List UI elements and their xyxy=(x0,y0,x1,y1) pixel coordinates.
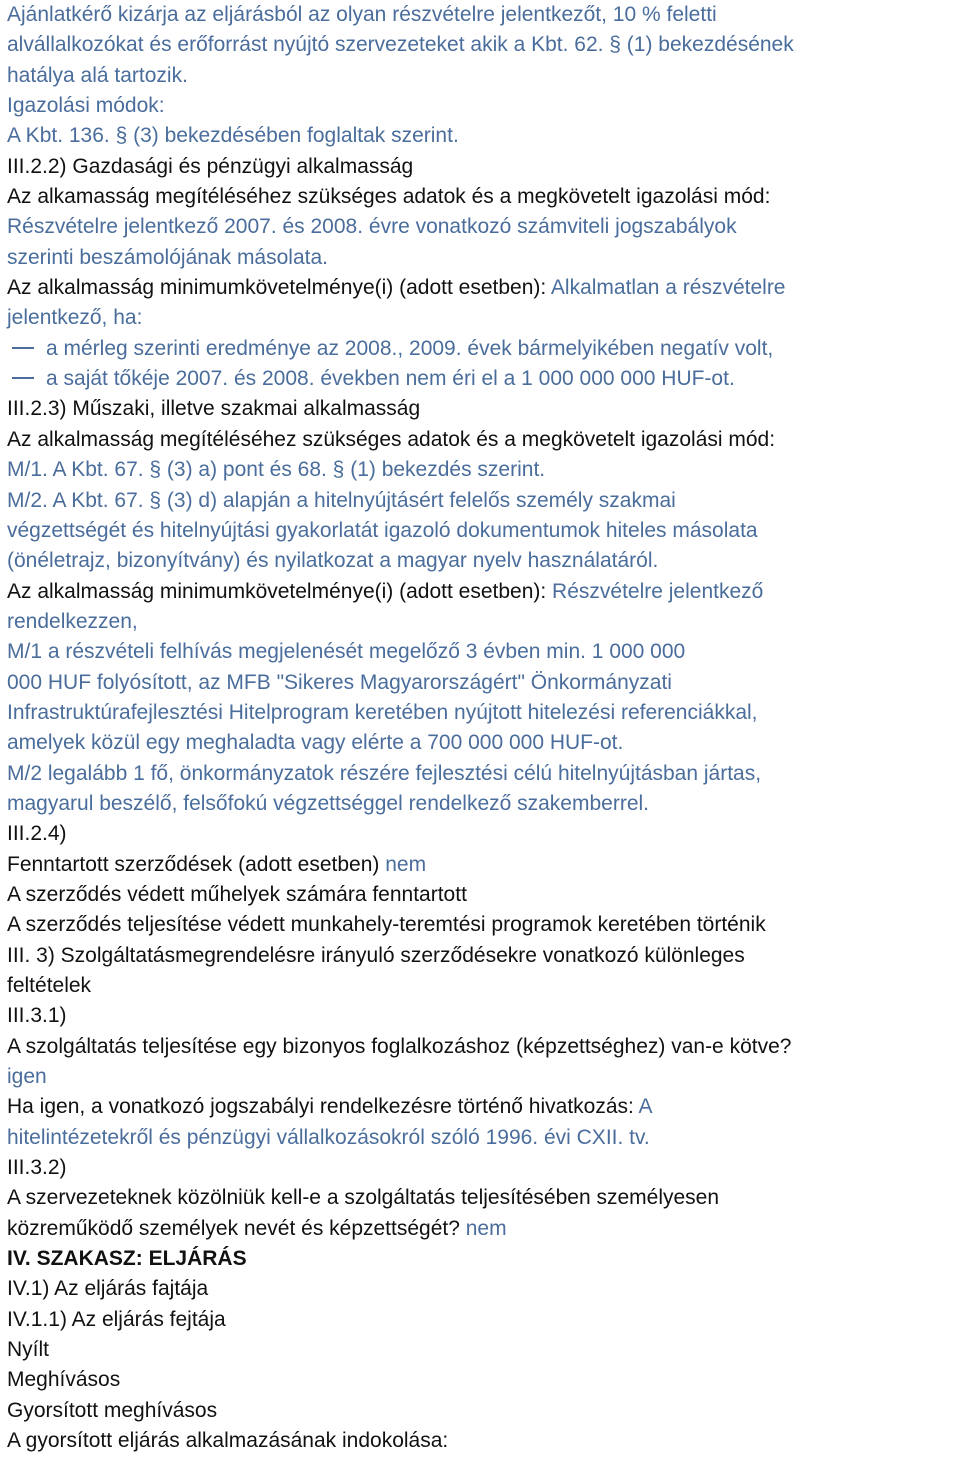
text-line xyxy=(7,577,960,607)
text-line xyxy=(7,425,960,455)
text-line xyxy=(7,212,960,242)
field-label: A gyorsított eljárás alkalmazásának indokolása: xyxy=(7,1429,449,1453)
text-line xyxy=(7,546,960,576)
field-value: jelentkező, ha: xyxy=(7,306,143,330)
text-line xyxy=(7,1092,960,1122)
field-label: Az alkalmasság minimumkövetelménye(i) (adott esetben): xyxy=(7,276,551,300)
field-label: Gyorsított meghívásos xyxy=(7,1398,218,1422)
text-line xyxy=(7,941,960,971)
text-line xyxy=(7,1244,960,1274)
text-line xyxy=(7,121,960,151)
text-line xyxy=(7,455,960,485)
text-line xyxy=(7,1396,960,1426)
text-line xyxy=(7,516,960,546)
field-value: Alkalmatlan a részvételre xyxy=(550,276,786,300)
field-label: feltételek xyxy=(7,974,92,997)
field-label: A szerződés teljesítése védett munkahely-teremtési programok keretében történik xyxy=(7,913,766,937)
field-label: Az alkalmasság minimumkövetelménye(i) (adott esetben): xyxy=(7,579,553,603)
field-value: a saját tőkéje 2007. és 2008. években nem éri el a 1 000 000 000 HUF-ot. xyxy=(46,367,735,391)
field-value: hitelintézetekről és pénzügyi vállalkozásokról szóló 1996. évi CXII. tv. xyxy=(7,1125,650,1149)
field-label: IV.1) Az eljárás fajtája xyxy=(7,1277,209,1301)
text-line xyxy=(7,1274,960,1304)
text-line xyxy=(7,880,960,910)
text-line xyxy=(7,1335,960,1365)
text-line xyxy=(7,0,960,30)
text-line xyxy=(7,1123,960,1153)
text-line xyxy=(7,971,960,1001)
text-line xyxy=(7,152,960,182)
field-value: végzettségét és hitelnyújtási gyakorlatát igazoló dokumentumok hiteles másolata xyxy=(7,518,758,542)
field-value: rendelkezzen, xyxy=(7,609,138,633)
text-line xyxy=(7,1305,960,1335)
text-line xyxy=(7,364,960,394)
text-line xyxy=(7,1426,960,1456)
text-line xyxy=(7,698,960,728)
list-dash-icon xyxy=(12,377,34,379)
text-line xyxy=(7,273,960,303)
text-line xyxy=(7,334,960,364)
field-label: Meghívásos xyxy=(7,1368,121,1392)
field-value: alvállalkozókat és erőforrást nyújtó szervezeteket akik a Kbt. 62. § (1) bekezdésének xyxy=(7,33,794,57)
field-label: Ha igen, a vonatkozó jogszabályi rendelkezésre történő hivatkozás: xyxy=(7,1095,639,1119)
text-line xyxy=(7,30,960,60)
text-line xyxy=(7,759,960,789)
field-value: igen xyxy=(7,1065,47,1089)
field-label: III.2.2) Gazdasági és pénzügyi alkalmasság xyxy=(7,154,414,178)
field-value: szerinti beszámolójának másolata. xyxy=(7,245,328,269)
field-label: Az alkalmasság megítéléséhez szükséges adatok és a megkövetelt igazolási mód: xyxy=(7,427,776,451)
field-label: IV.1.1) Az eljárás fejtája xyxy=(7,1307,226,1331)
field-value: magyarul beszélő, felsőfokú végzettséggel rendelkező szakemberrel. xyxy=(7,791,650,815)
text-line xyxy=(7,910,960,940)
text-line xyxy=(7,1365,960,1395)
field-label: Nyílt xyxy=(7,1338,49,1362)
list-dash-icon xyxy=(12,347,34,349)
text-line xyxy=(7,182,960,212)
text-line xyxy=(7,1214,960,1244)
field-label: III.3.1) xyxy=(7,1004,67,1028)
text-line xyxy=(7,607,960,637)
text-line xyxy=(7,1062,960,1092)
field-value: hatálya alá tartozik. xyxy=(7,63,188,87)
text-line xyxy=(7,243,960,273)
text-line xyxy=(7,91,960,121)
text-line xyxy=(7,394,960,424)
field-label: közreműködő személyek nevét és képzettségét? xyxy=(7,1216,466,1240)
text-line xyxy=(7,668,960,698)
text-line xyxy=(7,61,960,91)
text-line xyxy=(7,819,960,849)
field-value: (önéletrajz, bizonyítvány) és nyilatkozat a magyar nyelv használatáról. xyxy=(7,549,659,573)
field-label: A szervezeteknek közölniük kell-e a szolgáltatás teljesítésében személyesen xyxy=(7,1186,720,1210)
text-line xyxy=(7,637,960,667)
text-line xyxy=(7,1153,960,1183)
text-line xyxy=(7,850,960,880)
field-label: III.3.2) xyxy=(7,1156,67,1180)
field-value: M/2. A Kbt. 67. § (3) d) alapján a hitelnyújtásért felelős személy szakmai xyxy=(7,488,676,512)
field-value: M/2 legalább 1 fő, önkormányzatok részére fejlesztési célú hitelnyújtásban jártas, xyxy=(7,761,762,785)
text-line xyxy=(7,1032,960,1062)
field-value: A xyxy=(638,1095,653,1119)
field-value: 000 HUF folyósított, az MFB "Sikeres Magyarországért" Önkormányzati xyxy=(7,670,672,694)
text-line xyxy=(7,1183,960,1213)
field-label: A szerződés védett műhelyek számára fenntartott xyxy=(7,882,467,906)
field-value: Igazolási módok: xyxy=(7,94,165,118)
text-line xyxy=(7,303,960,333)
field-label: A szolgáltatás teljesítése egy bizonyos foglalkozáshoz (képzettséghez) van-e kötve? xyxy=(7,1034,792,1058)
field-label: III.2.4) xyxy=(7,822,67,846)
field-value: a mérleg szerinti eredménye az 2008., 2009. évek bármelyikében negatív volt, xyxy=(46,336,774,360)
field-label: III.2.3) Műszaki, illetve szakmai alkalmasság xyxy=(7,397,421,421)
field-value: amelyek közül egy meghaladta vagy elérte a 700 000 000 HUF-ot. xyxy=(7,731,624,755)
field-value: Infrastruktúrafejlesztési Hitelprogram keretében nyújtott hitelezési referenciákkal, xyxy=(7,700,758,724)
text-line xyxy=(7,486,960,516)
field-value: Ajánlatkérő kizárja az eljárásból az olyan részvételre jelentkezőt, 10 % feletti xyxy=(7,3,717,26)
field-value: A Kbt. 136. § (3) bekezdésében foglaltak szerint. xyxy=(7,124,459,148)
field-value: M/1. A Kbt. 67. § (3) a) pont és 68. § (1) bekezdés szerint. xyxy=(7,458,546,482)
field-value: nem xyxy=(385,852,427,876)
text-line xyxy=(7,1001,960,1031)
field-label: III. 3) Szolgáltatásmegrendelésre irányuló szerződésekre vonatkozó különleges xyxy=(7,943,745,967)
field-value: nem xyxy=(465,1216,507,1240)
section-heading: IV. SZAKASZ: ELJÁRÁS xyxy=(7,1247,247,1271)
field-value: M/1 a részvételi felhívás megjelenését megelőző 3 évben min. 1 000 000 xyxy=(7,640,686,664)
field-value: Részvételre jelentkező 2007. és 2008. évre vonatkozó számviteli jogszabályok xyxy=(7,215,737,239)
field-value: Részvételre jelentkező xyxy=(552,579,764,603)
text-line xyxy=(7,789,960,819)
text-line xyxy=(7,728,960,758)
field-label: Az alkamasság megítéléséhez szükséges adatok és a megkövetelt igazolási mód: xyxy=(7,185,771,209)
field-label: Fenntartott szerződések (adott esetben) xyxy=(7,852,386,876)
